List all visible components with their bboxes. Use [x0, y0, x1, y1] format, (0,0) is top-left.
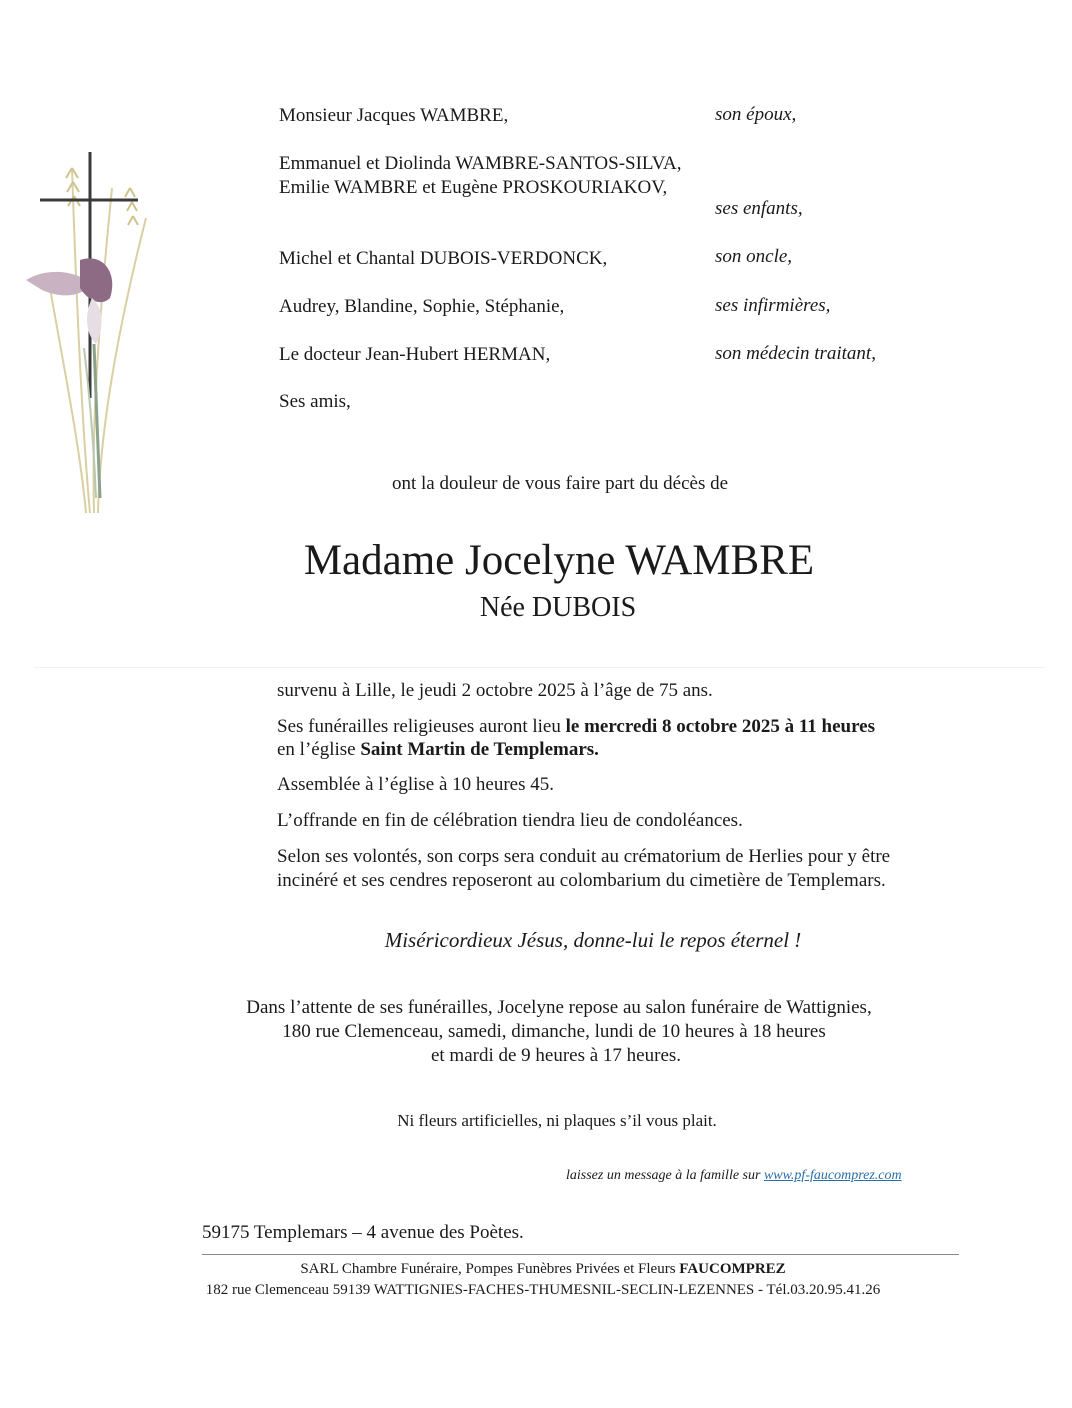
scan-divider [34, 667, 1044, 668]
church-name: Saint Martin de Templemars. [360, 739, 599, 760]
church-prefix: en l’église [277, 739, 361, 760]
family-member-child-2: Emilie WAMBRE et Eugène PROSKOURIAKOV, [279, 177, 668, 198]
viewing-line1: Dans l’attente de ses funérailles, Jocelyne repose au salon funéraire de Wattignies, [246, 997, 872, 1018]
company-contact: 182 rue Clemenceau 59139 WATTIGNIES-FACHES-THUMESNIL-SECLIN-LEZENNES - Tél.03.20.95.41.26 [205, 1282, 881, 1298]
cross-lily-decoration [20, 148, 160, 518]
viewing-line2: 180 rue Clemenceau, samedi, dimanche, lundi de 10 heures à 18 heures [282, 1021, 826, 1042]
message-line [566, 1168, 902, 1184]
announcement-text: ont la douleur de vous faire part du décès de [391, 473, 729, 494]
calla-lily-icon [26, 258, 112, 498]
website-link[interactable]: www.pf-faucomprez.com [763, 1168, 902, 1183]
message-prefix: laissez un message à la famille sur [566, 1168, 764, 1183]
family-member-doctor: Le docteur Jean-Hubert HERMAN, [279, 344, 551, 365]
deceased-name: Madame Jocelyne WAMBRE [303, 537, 815, 584]
family-address: 59175 Templemars – 4 avenue des Poètes. [202, 1222, 524, 1243]
church-line [277, 738, 599, 761]
family-member-husband: Monsieur Jacques WAMBRE, [279, 105, 509, 126]
family-member-friends: Ses amis, [279, 391, 351, 412]
assembly-text: Assemblée à l’église à 10 heures 45. [277, 774, 554, 795]
relation-husband: son époux, [715, 104, 797, 125]
relation-uncle: son oncle, [715, 246, 793, 267]
cremation-text-line1: Selon ses volontés, son corps sera conduit au crématorium de Herlies pour y être [277, 846, 891, 867]
prayer-text: Miséricordieux Jésus, donne-lui le repos éternel ! [384, 928, 802, 952]
offering-text: L’offrande en fin de célébration tiendra lieu de condoléances. [277, 810, 743, 831]
family-member-uncle: Michel et Chantal DUBOIS-VERDONCK, [279, 248, 608, 269]
funeral-date: le mercredi 8 octobre 2025 à 11 heures [565, 716, 876, 737]
funeral-line [277, 715, 875, 738]
flowers-note: Ni fleurs artificielles, ni plaques s’il vous plait. [397, 1111, 717, 1130]
company-line [0, 1259, 1072, 1279]
company-name: FAUCOMPREZ [679, 1261, 786, 1277]
relation-children: ses enfants, [715, 198, 803, 219]
relation-nurses: ses infirmières, [715, 295, 831, 316]
footer-divider [202, 1254, 959, 1255]
cremation-text-line2: incinéré et ses cendres reposeront au colombarium du cimetière de Templemars. [277, 870, 886, 891]
family-member-nurses: Audrey, Blandine, Sophie, Stéphanie, [279, 296, 565, 317]
company-prefix: SARL Chambre Funéraire, Pompes Funèbres Privées et Fleurs [300, 1261, 680, 1277]
death-details: survenu à Lille, le jeudi 2 octobre 2025 à l’âge de 75 ans. [277, 680, 713, 701]
viewing-line3: et mardi de 9 heures à 17 heures. [430, 1045, 682, 1066]
relation-doctor: son médecin traitant, [715, 343, 876, 364]
funeral-prefix: Ses funérailles religieuses auront lieu [277, 716, 566, 737]
family-member-child-1: Emmanuel et Diolinda WAMBRE-SANTOS-SILVA, [279, 153, 682, 174]
deceased-birth-name: Née DUBOIS [479, 592, 637, 623]
